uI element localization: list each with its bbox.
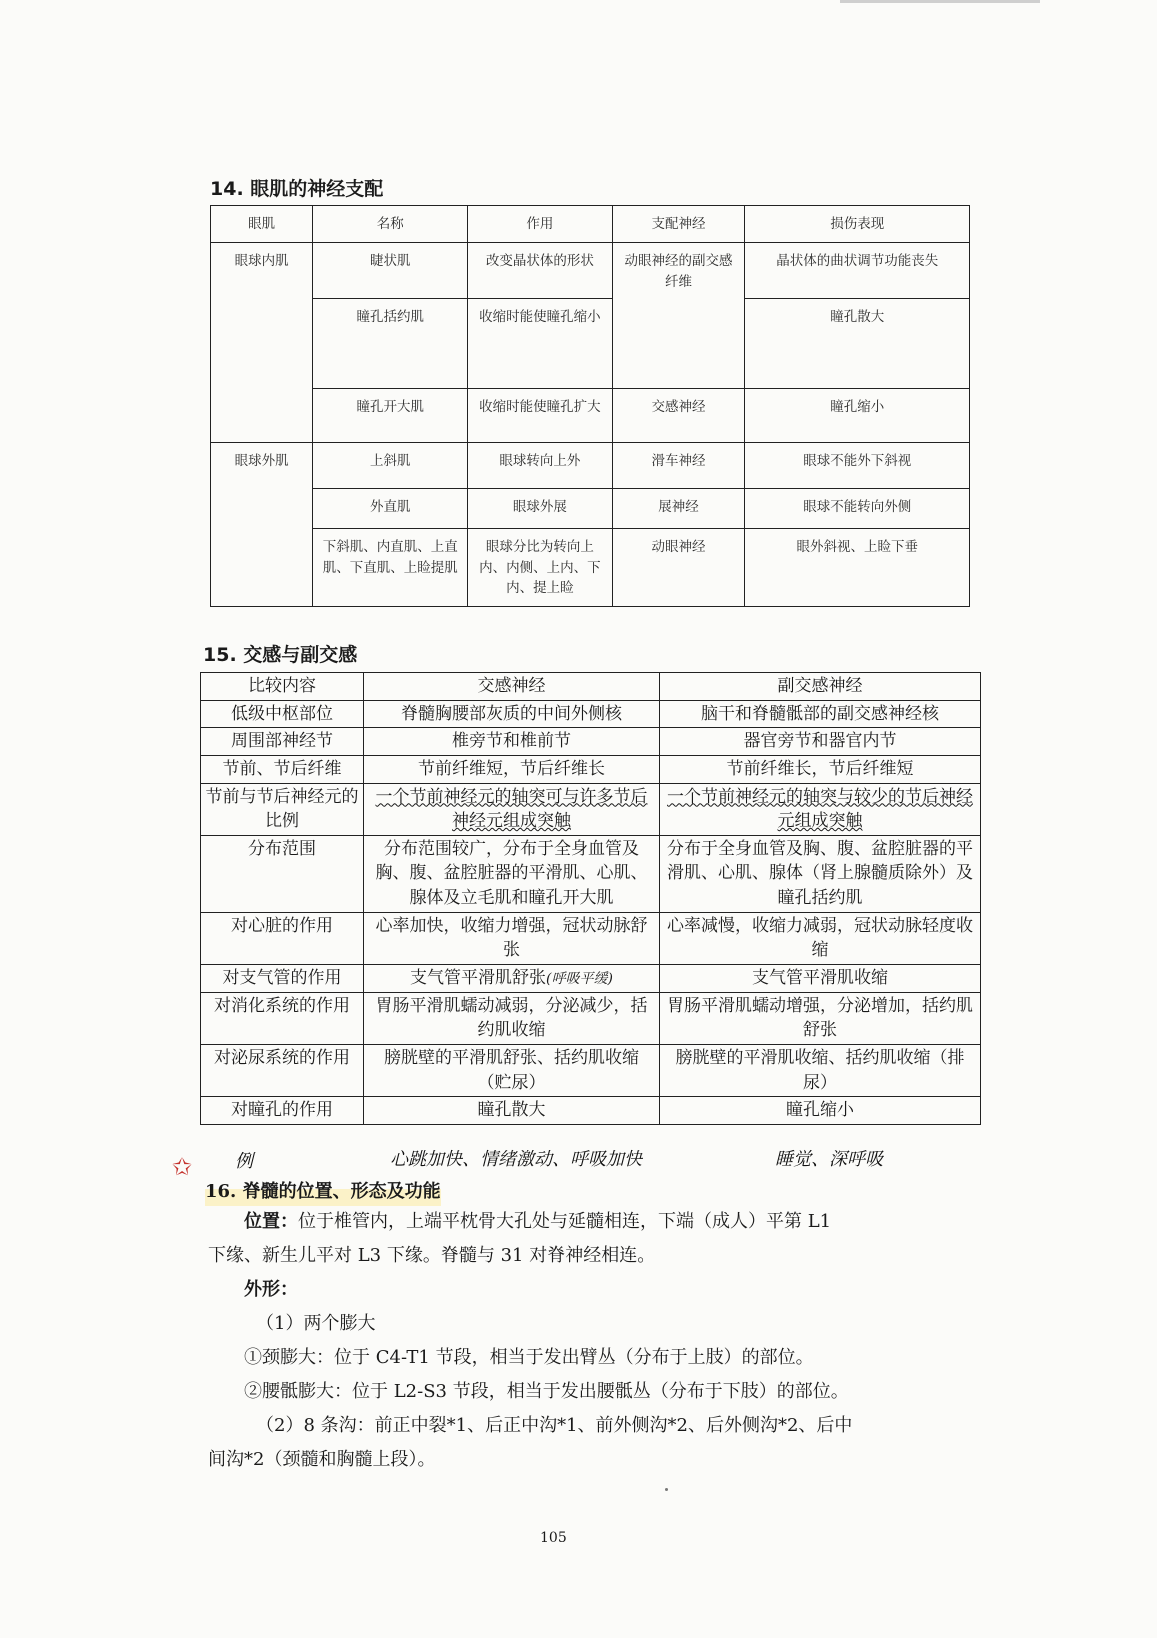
row-label: 对瞳孔的作用 bbox=[201, 1097, 364, 1125]
muscle-nerve: 滑车神经 bbox=[612, 443, 745, 489]
header-cell: 损伤表现 bbox=[745, 206, 970, 243]
row-label: 对消化系统的作用 bbox=[201, 992, 364, 1044]
shape-label: 外形： bbox=[244, 1279, 298, 1300]
muscle-name: 瞳孔开大肌 bbox=[313, 389, 468, 443]
table-row bbox=[211, 299, 970, 389]
sympathetic-comparison-table bbox=[200, 672, 981, 1125]
row-label: 节前、节后纤维 bbox=[201, 755, 364, 783]
muscle-action: 眼球外展 bbox=[468, 489, 612, 529]
position-paragraph bbox=[244, 1205, 831, 1239]
table-row bbox=[211, 389, 970, 443]
parasympathetic-cell: 节前纤维长，节后纤维短 bbox=[660, 755, 981, 783]
group-cell: 眼球外肌 bbox=[211, 443, 313, 607]
muscle-nerve: 展神经 bbox=[612, 489, 745, 529]
section-15-title: 15. 交感与副交感 bbox=[203, 644, 358, 666]
sympathetic-cell: 分布范围较广，分布于全身血管及胸、腹、盆腔脏器的平滑肌、心肌、腺体及立毛肌和瞳孔开大肌 bbox=[364, 835, 660, 912]
table-row bbox=[211, 443, 970, 489]
table-row bbox=[211, 529, 970, 607]
scan-speck bbox=[665, 1488, 668, 1491]
header-cell: 交感神经 bbox=[364, 673, 660, 701]
lumbosacral-enlargement: ②腰骶膨大：位于 L2-S3 节段，相当于发出腰骶丛（分布于下肢）的部位。 bbox=[244, 1381, 849, 1402]
header-cell: 比较内容 bbox=[201, 673, 364, 701]
muscle-action: 收缩时能使瞳孔扩大 bbox=[468, 389, 612, 443]
parasympathetic-cell: 脑干和脊髓骶部的副交感神经核 bbox=[660, 700, 981, 728]
position-text: 位于椎管内，上端平枕骨大孔处与延髓相连，下端（成人）平第 L1 bbox=[298, 1211, 832, 1232]
muscle-injury: 眼外斜视、上睑下垂 bbox=[745, 529, 970, 607]
muscle-injury: 瞳孔散大 bbox=[745, 299, 970, 389]
position-label: 位置： bbox=[244, 1211, 298, 1232]
muscle-action: 改变晶状体的形状 bbox=[468, 243, 612, 299]
parasympathetic-cell: 分布于全身血管及胸、腹、盆腔脏器的平滑肌、心肌、腺体（肾上腺髓质除外）及瞳孔括约肌 bbox=[660, 835, 981, 912]
muscle-nerve: 动眼神经 bbox=[612, 529, 745, 607]
muscle-injury: 晶状体的曲状调节功能丧失 bbox=[745, 243, 970, 299]
row-label: 对心脏的作用 bbox=[201, 912, 364, 964]
sympathetic-cell: 椎旁节和椎前节 bbox=[364, 728, 660, 756]
sulci-text: （2）8 条沟：前正中裂*1、后正中沟*1、前外侧沟*2、后外侧沟*2、后中 bbox=[256, 1415, 853, 1436]
table-row bbox=[201, 1044, 981, 1096]
sympathetic-cell: 瞳孔散大 bbox=[364, 1097, 660, 1125]
sympathetic-cell: 胃肠平滑肌蠕动减弱，分泌减少，括约肌收缩 bbox=[364, 992, 660, 1044]
muscle-name: 瞳孔括约肌 bbox=[313, 299, 468, 389]
parasympathetic-cell: 支气管平滑肌收缩 bbox=[660, 965, 981, 993]
muscle-name: 睫状肌 bbox=[313, 243, 468, 299]
header-cell: 名称 bbox=[313, 206, 468, 243]
row-label: 对泌尿系统的作用 bbox=[201, 1044, 364, 1096]
table-row bbox=[201, 912, 981, 964]
table-row bbox=[201, 755, 981, 783]
sympathetic-cell bbox=[364, 965, 660, 993]
cervical-enlargement: ①颈膨大：位于 C4-T1 节段，相当于发出臂丛（分布于上肢）的部位。 bbox=[244, 1347, 814, 1368]
muscle-action: 眼球分比为转向上内、内侧、上内、下内、提上睑 bbox=[468, 529, 612, 607]
row-label: 分布范围 bbox=[201, 835, 364, 912]
header-cell: 作用 bbox=[468, 206, 612, 243]
header-cell: 支配神经 bbox=[612, 206, 745, 243]
table-row bbox=[201, 700, 981, 728]
table-header-row bbox=[201, 673, 981, 701]
parasympathetic-cell: 瞳孔缩小 bbox=[660, 1097, 981, 1125]
row-label: 对支气管的作用 bbox=[201, 965, 364, 993]
parasympathetic-cell: 膀胱壁的平滑肌收缩、括约肌收缩（排尿） bbox=[660, 1044, 981, 1096]
group-cell: 眼球内肌 bbox=[211, 243, 313, 443]
muscle-name: 外直肌 bbox=[313, 489, 468, 529]
muscle-name: 下斜肌、内直肌、上直肌、下直肌、上睑提肌 bbox=[313, 529, 468, 607]
table-row bbox=[201, 835, 981, 912]
position-text-continued: 下缘、新生儿平对 L3 下缘。脊髓与 31 对脊神经相连。 bbox=[208, 1245, 656, 1266]
sympathetic-cell: 脊髓胸腰部灰质的中间外侧核 bbox=[364, 700, 660, 728]
handwritten-sympathetic-example: 心跳加快、情绪激动、呼吸加快 bbox=[390, 1149, 642, 1170]
row-label: 周围部神经节 bbox=[201, 728, 364, 756]
page-number: 105 bbox=[540, 1530, 567, 1546]
parasympathetic-cell: 一个节前神经元的轴突与较少的节后神经元组成突触 bbox=[660, 783, 981, 835]
handwritten-parasympathetic-example: 睡觉、深呼吸 bbox=[775, 1149, 883, 1170]
table-row bbox=[211, 243, 970, 299]
section-16-title: 16. 脊髓的位置、形态及功能 bbox=[205, 1178, 441, 1206]
header-cell: 眼肌 bbox=[211, 206, 313, 243]
muscle-injury: 瞳孔缩小 bbox=[745, 389, 970, 443]
row-label: 低级中枢部位 bbox=[201, 700, 364, 728]
muscle-injury: 眼球不能外下斜视 bbox=[745, 443, 970, 489]
sympathetic-cell: 节前纤维短，节后纤维长 bbox=[364, 755, 660, 783]
handwritten-example-label: 例 bbox=[235, 1151, 253, 1172]
parasympathetic-cell: 心率减慢，收缩力减弱，冠状动脉轻度收缩 bbox=[660, 912, 981, 964]
sympathetic-cell: 膀胱壁的平滑肌舒张、括约肌收缩（贮尿） bbox=[364, 1044, 660, 1096]
header-cell: 副交感神经 bbox=[660, 673, 981, 701]
parasympathetic-cell: 胃肠平滑肌蠕动增强，分泌增加，括约肌舒张 bbox=[660, 992, 981, 1044]
table-row bbox=[201, 1097, 981, 1125]
table-row bbox=[201, 783, 981, 835]
table-row bbox=[201, 965, 981, 993]
table-row bbox=[201, 728, 981, 756]
muscle-action: 收缩时能使瞳孔缩小 bbox=[468, 299, 612, 389]
muscle-action: 眼球转向上外 bbox=[468, 443, 612, 489]
sympathetic-text: 支气管平滑肌舒张 bbox=[410, 968, 547, 989]
muscle-name: 上斜肌 bbox=[313, 443, 468, 489]
scan-edge-mark bbox=[840, 0, 1040, 3]
table-header-row bbox=[211, 206, 970, 243]
row-label: 节前与节后神经元的比例 bbox=[201, 783, 364, 835]
parasympathetic-cell: 器官旁节和器官内节 bbox=[660, 728, 981, 756]
enlargements-heading: （1）两个膨大 bbox=[256, 1313, 376, 1334]
section-14-title: 14. 眼肌的神经支配 bbox=[210, 178, 384, 200]
muscle-nerve: 交感神经 bbox=[612, 389, 745, 443]
handwritten-note: (呼吸平缓) bbox=[546, 971, 613, 988]
table-row bbox=[211, 489, 970, 529]
muscle-nerve: 动眼神经的副交感纤维 bbox=[612, 243, 745, 389]
sympathetic-cell: 一个节前神经元的轴突可与许多节后神经元组成突触 bbox=[364, 783, 660, 835]
sympathetic-cell: 心率加快，收缩力增强，冠状动脉舒张 bbox=[364, 912, 660, 964]
sulci-text-continued: 间沟*2（颈髓和胸髓上段）。 bbox=[208, 1449, 436, 1470]
muscle-injury: 眼球不能转向外侧 bbox=[745, 489, 970, 529]
star-icon: ✩ bbox=[172, 1153, 193, 1181]
table-row bbox=[201, 992, 981, 1044]
eye-muscle-table bbox=[210, 205, 970, 607]
